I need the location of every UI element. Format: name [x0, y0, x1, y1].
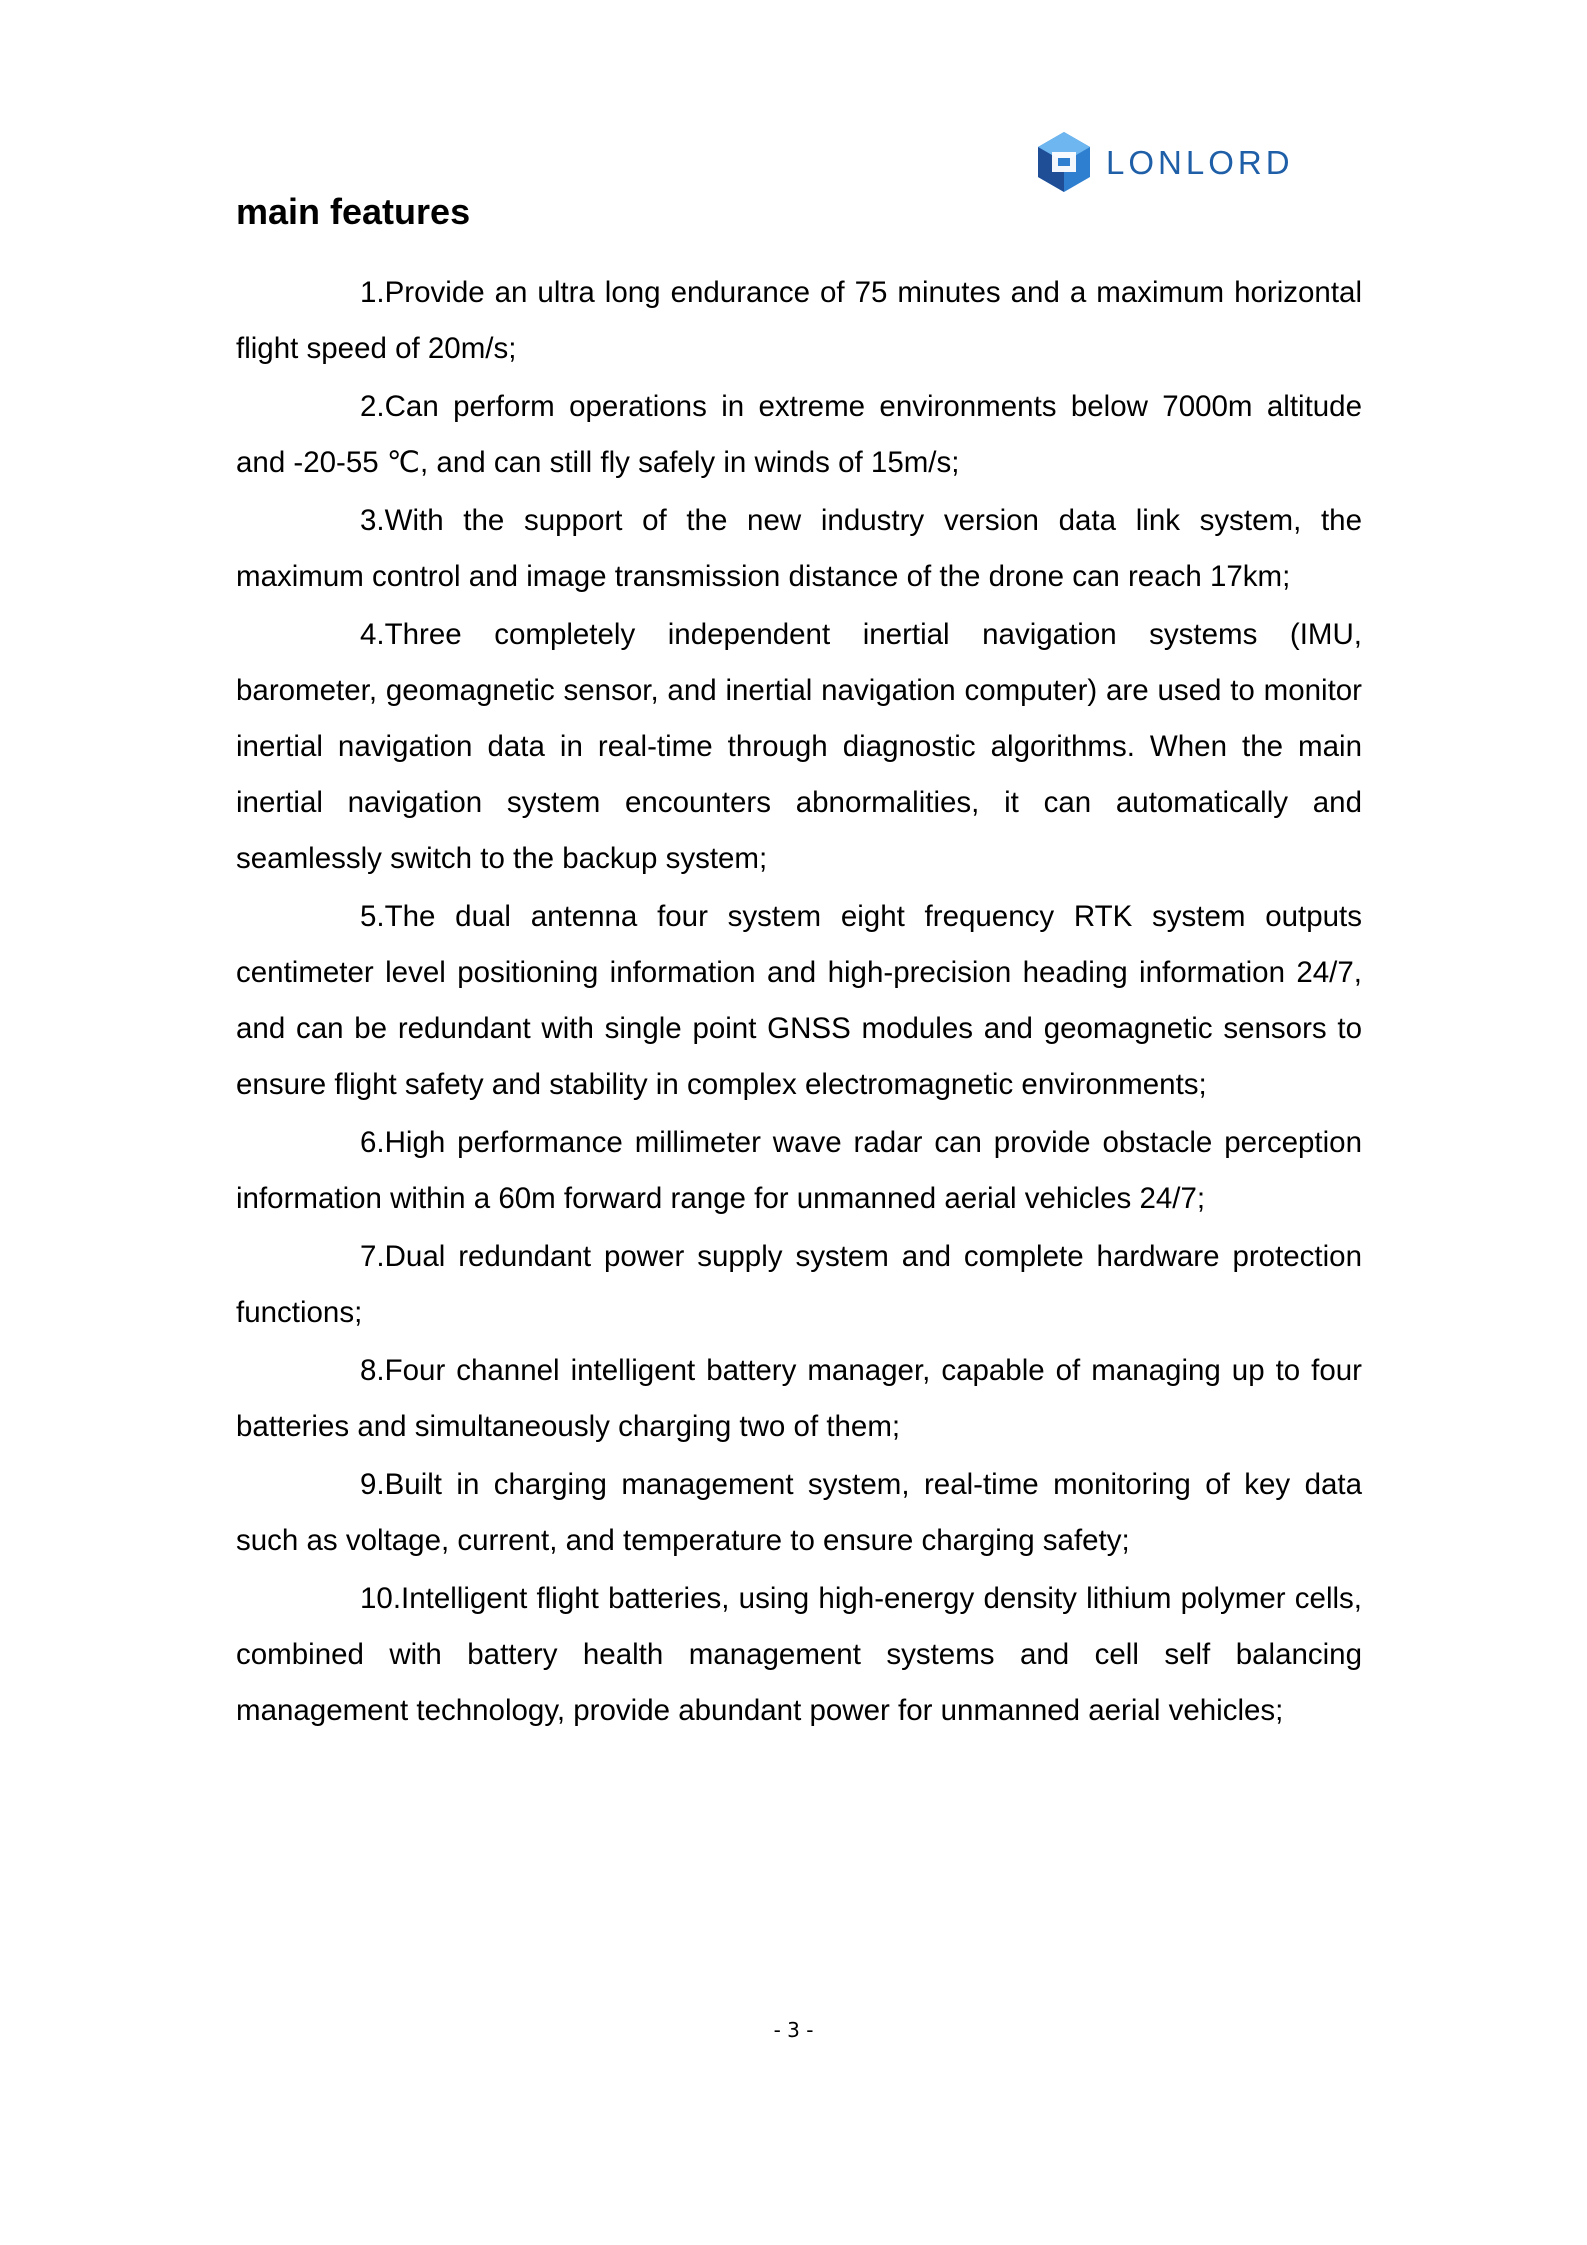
feature-number: 10.	[360, 1582, 402, 1615]
features-list	[236, 265, 1362, 1741]
feature-number: 4.	[360, 618, 385, 651]
feature-item	[236, 1229, 1362, 1341]
lonlord-logo-icon	[1036, 130, 1092, 194]
feature-number: 5.	[360, 900, 385, 933]
feature-text: Four channel intelligent battery manager, capable of managing up to four batteries and simultaneously charging two of them;	[236, 1354, 1362, 1443]
feature-text: Built in charging management system, real-time monitoring of key data such as voltage, current, and temperature to ensure charging safety;	[236, 1468, 1362, 1557]
company-logo	[1036, 130, 1294, 194]
page-number: - 3 -	[773, 2018, 814, 2042]
feature-text: With the support of the new industry version data link system, the maximum control and image transmission distance of the drone can reach 17km;	[236, 504, 1362, 593]
logo-wordmark: LONLORD	[1106, 143, 1294, 181]
feature-number: 7.	[360, 1240, 385, 1273]
feature-text: The dual antenna four system eight frequency RTK system outputs centimeter level positioning information and high-precision heading information 24/7, and can be redundant with single point GNSS modules and geomagnetic sensors to ensure flight safety and stability in complex electromagnetic environments;	[236, 900, 1362, 1101]
feature-item	[236, 265, 1362, 377]
feature-number: 8.	[360, 1354, 385, 1387]
feature-item	[236, 493, 1362, 605]
feature-item	[236, 889, 1362, 1113]
feature-text: Provide an ultra long endurance of 75 minutes and a maximum horizontal flight speed of 20m/s;	[236, 276, 1362, 365]
feature-item	[236, 1115, 1362, 1227]
feature-number: 3.	[360, 504, 385, 537]
feature-item	[236, 1571, 1362, 1739]
feature-item	[236, 1457, 1362, 1569]
feature-text: Three completely independent inertial navigation systems (IMU, barometer, geomagnetic sensor, and inertial navigation computer) are used to monitor inertial navigation data in real-time through diagnostic algorithms. When the main inertial navigation system encounters abnormalities, it can automatically and seamlessly switch to the backup system;	[236, 618, 1362, 875]
feature-number: 6.	[360, 1126, 385, 1159]
feature-item	[236, 1343, 1362, 1455]
feature-number: 1.	[360, 276, 385, 309]
feature-text: Intelligent flight batteries, using high-energy density lithium polymer cells, combined with battery health management systems and cell self balancing management technology, provide abundant power for unmanned aerial vehicles;	[236, 1582, 1362, 1727]
section-heading: main features	[236, 191, 471, 232]
feature-number: 9.	[360, 1468, 385, 1501]
feature-item	[236, 607, 1362, 887]
feature-text: High performance millimeter wave radar can provide obstacle perception information within a 60m forward range for unmanned aerial vehicles 24/7;	[236, 1126, 1362, 1215]
feature-item	[236, 379, 1362, 491]
feature-text: Dual redundant power supply system and complete hardware protection functions;	[236, 1240, 1362, 1329]
feature-number: 2.	[360, 390, 385, 423]
feature-text: Can perform operations in extreme environments below 7000m altitude and -20-55 ℃, and can still fly safely in winds of 15m/s;	[236, 390, 1362, 479]
